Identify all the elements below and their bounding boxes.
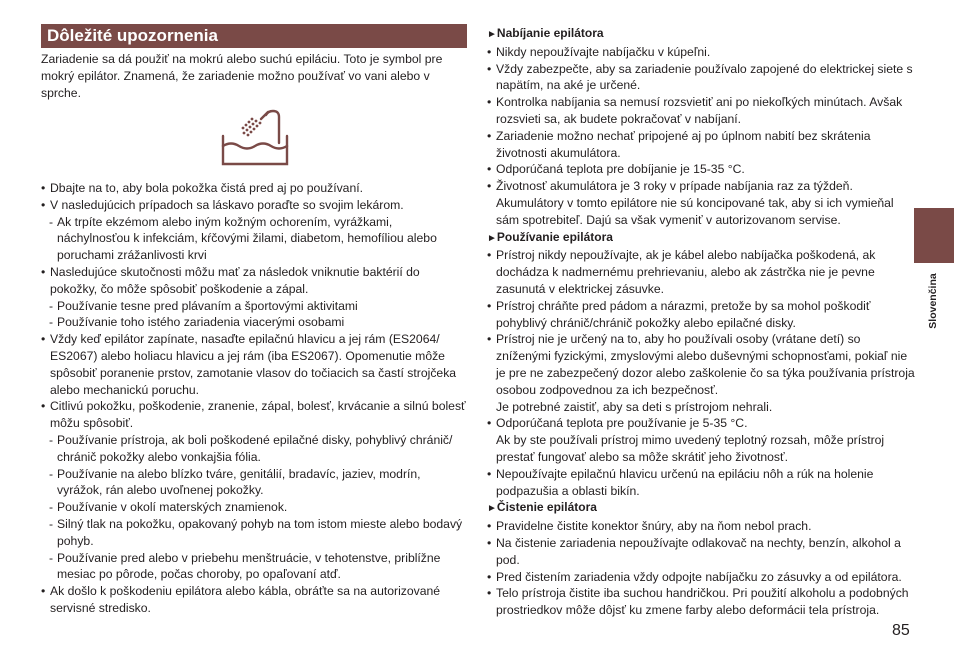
- bullet-item: • Zariadenie možno nechať pripojené aj po úplnom nabití bez skrátenia životnosti akumulátora.: [487, 128, 915, 162]
- bullet-item: • Prístroj nie je určený na to, aby ho používali osoby (vrátane detí) so zníženými fyzickými, zmyslovými alebo duševnými schopnosťami, pokiaľ nie je pre ne zabezpečený dozor alebo zaškolenie čo sa týka používania prístroja osobou zodpovednou za ich bezpečnosť.: [487, 331, 915, 398]
- dash-item: - Silný tlak na pokožku, opakovaný pohyb na tom istom mieste alebo bodavý pohyb.: [41, 516, 467, 550]
- right-column: [487, 25, 915, 619]
- bullet-item: • Vždy zabezpečte, aby sa zariadenie používalo zapojené do elektrickej siete s napätím, na aké je určené.: [487, 61, 915, 95]
- bullet-item: • Pred čistením zariadenia vždy odpojte nabíjačku zo zásuvky a od epilátora.: [487, 569, 915, 586]
- dash-item: - Používanie pred alebo v priebehu menštruácie, v tehotenstve, priblížne mesiac po pôrode, počas choroby, po opaľovaní atď.: [41, 550, 467, 584]
- bullet-item: • Citlivú pokožku, poškodenie, zranenie, zápal, bolesť, krvácanie a silnú bolesť môžu spôsobiť.: [41, 398, 467, 432]
- section-title: Dôležité upozornenia: [41, 24, 467, 48]
- bullet-item: • Ak došlo k poškodeniu epilátora alebo kábla, obráťte sa na autorizované servisné stredisko.: [41, 583, 467, 617]
- dash-item: - Používanie v okolí materských znamienok.: [41, 499, 467, 516]
- dash-item: - Používanie toho istého zariadenia viacerými osobami: [41, 314, 467, 331]
- intro-paragraph: Zariadenie sa dá použiť na mokrú alebo suchú epiláciu. Toto je symbol pre mokrý epilátor. Znamená, že zariadenie možno používať vo vani alebo v sprche.: [41, 52, 443, 100]
- icon-area: [41, 102, 467, 180]
- subsection-heading: [487, 25, 915, 44]
- note-paragraph: Ak by ste používali prístroj mimo uvedený teplotný rozsah, môže prístroj prestať fungovať alebo sa môže skrátiť jeho životnosť.: [496, 433, 885, 464]
- dash-item: - Používanie prístroja, ak boli poškodené epilačné disky, pohyblivý chránič/ chránič pokožky alebo vonkajšia fólia.: [41, 432, 467, 466]
- bullet-item: • Odporúčaná teplota pre dobíjanie je 15-35 °C.: [487, 161, 915, 178]
- page-number: 85: [892, 622, 910, 639]
- bullet-item: • Nikdy nepoužívajte nabíjačku v kúpeľni.: [487, 44, 915, 61]
- dash-item: - Ak trpíte ekzémom alebo iným kožným ochorením, vyrážkami, náchylnosťou k infekciám, kŕčovými žilami, diabetom, hemofíliou alebo poruchami zrážanlivosti krvi: [41, 214, 467, 264]
- bullet-item: • Odporúčaná teplota pre používanie je 5-35 °C.: [487, 415, 915, 432]
- dash-item: - Používanie na alebo blízko tváre, genitálií, bradavíc, jaziev, modrín, vyrážok, rán alebo uvoľnenej pokožky.: [41, 466, 467, 500]
- bullet-item: • Pravidelne čistite konektor šnúry, aby na ňom nebol prach.: [487, 518, 915, 535]
- bullet-item: • Nepoužívajte epilačnú hlavicu určenú na epiláciu nôh a rúk na holenie podpazušia a oblasti bikín.: [487, 466, 915, 500]
- bullet-item: • V nasledujúcich prípadoch sa láskavo poraďte so svojim lekárom.: [41, 197, 467, 214]
- bullet-item: • Kontrolka nabíjania sa nemusí rozsvietiť ani po niekoľkých minútach. Avšak rozsvieti sa, ak budete pokračovať v nabíjaní.: [487, 94, 915, 128]
- note-paragraph: Akumulátory v tomto epilátore nie sú koncipované tak, aby si ich vymieňal sám spotrebiteľ. Dajú sa však vymeniť v autorizovanom servise.: [496, 195, 894, 227]
- bullet-item: • Vždy keď epilátor zapínate, nasaďte epilačnú hlavicu a jej rám (ES2064/ ES2067) alebo holiacu hlavicu a jej rám (iba ES2067). Opomenutie môže spôsobiť poranenie prstov, zamotanie vlasov do točiacich sa častí strojčeka alebo mechanickú poruchu.: [41, 331, 467, 398]
- heading-text: Čistenie epilátora: [496, 500, 597, 515]
- arrow-icon: ►: [487, 503, 497, 515]
- heading-text: Používanie epilátora: [496, 229, 613, 244]
- dash-item: - Používanie tesne pred plávaním a športovými aktivitami: [41, 298, 467, 315]
- bullet-item: • Životnosť akumulátora je 3 roky v prípade nabíjania raz za týždeň.: [487, 178, 915, 195]
- instruction-list: [487, 25, 915, 619]
- arrow-icon: ►: [487, 232, 497, 244]
- left-column: [41, 24, 467, 617]
- language-label: Slovenčina: [927, 273, 939, 329]
- bullet-item: • Na čistenie zariadenia nepoužívajte odlakovač na nechty, benzín, alkohol a pod.: [487, 535, 915, 569]
- subsection-heading: [487, 229, 915, 248]
- bullet-item: • Dbajte na to, aby bola pokožka čistá pred aj po používaní.: [41, 180, 467, 197]
- bullet-item: • Prístroj nikdy nepoužívajte, ak je kábel alebo nabíjačka poškodená, ak dochádza k nadmernému prehrievaniu, alebo ak zástrčka nie je pevne zasunutá v elektrickej zásuvke.: [487, 247, 915, 297]
- bullet-item: • Telo prístroja čistite iba suchou handričkou. Pri použití alkoholu a podobných prostriedkov môže dôjsť ku zmene farby alebo deformácii tela prístroja.: [487, 585, 915, 619]
- subsection-heading: [487, 499, 915, 518]
- shower-bath-icon: [221, 109, 291, 167]
- language-tab: [914, 208, 954, 263]
- warning-list: [41, 180, 467, 617]
- note-paragraph: Je potrebné zaistiť, aby sa deti s prístrojom nehrali.: [496, 399, 773, 414]
- bullet-item: • Nasledujúce skutočnosti môžu mať za následok vniknutie baktérií do pokožky, čo môže spôsobiť poškodenie a zápal.: [41, 264, 467, 298]
- bullet-item: • Prístroj chráňte pred pádom a nárazmi, pretože by sa mohol poškodiť pohyblivý chránič/chránič pokožky alebo epilačné disky.: [487, 298, 915, 332]
- heading-text: Nabíjanie epilátora: [496, 26, 604, 40]
- arrow-icon: ►: [487, 29, 497, 40]
